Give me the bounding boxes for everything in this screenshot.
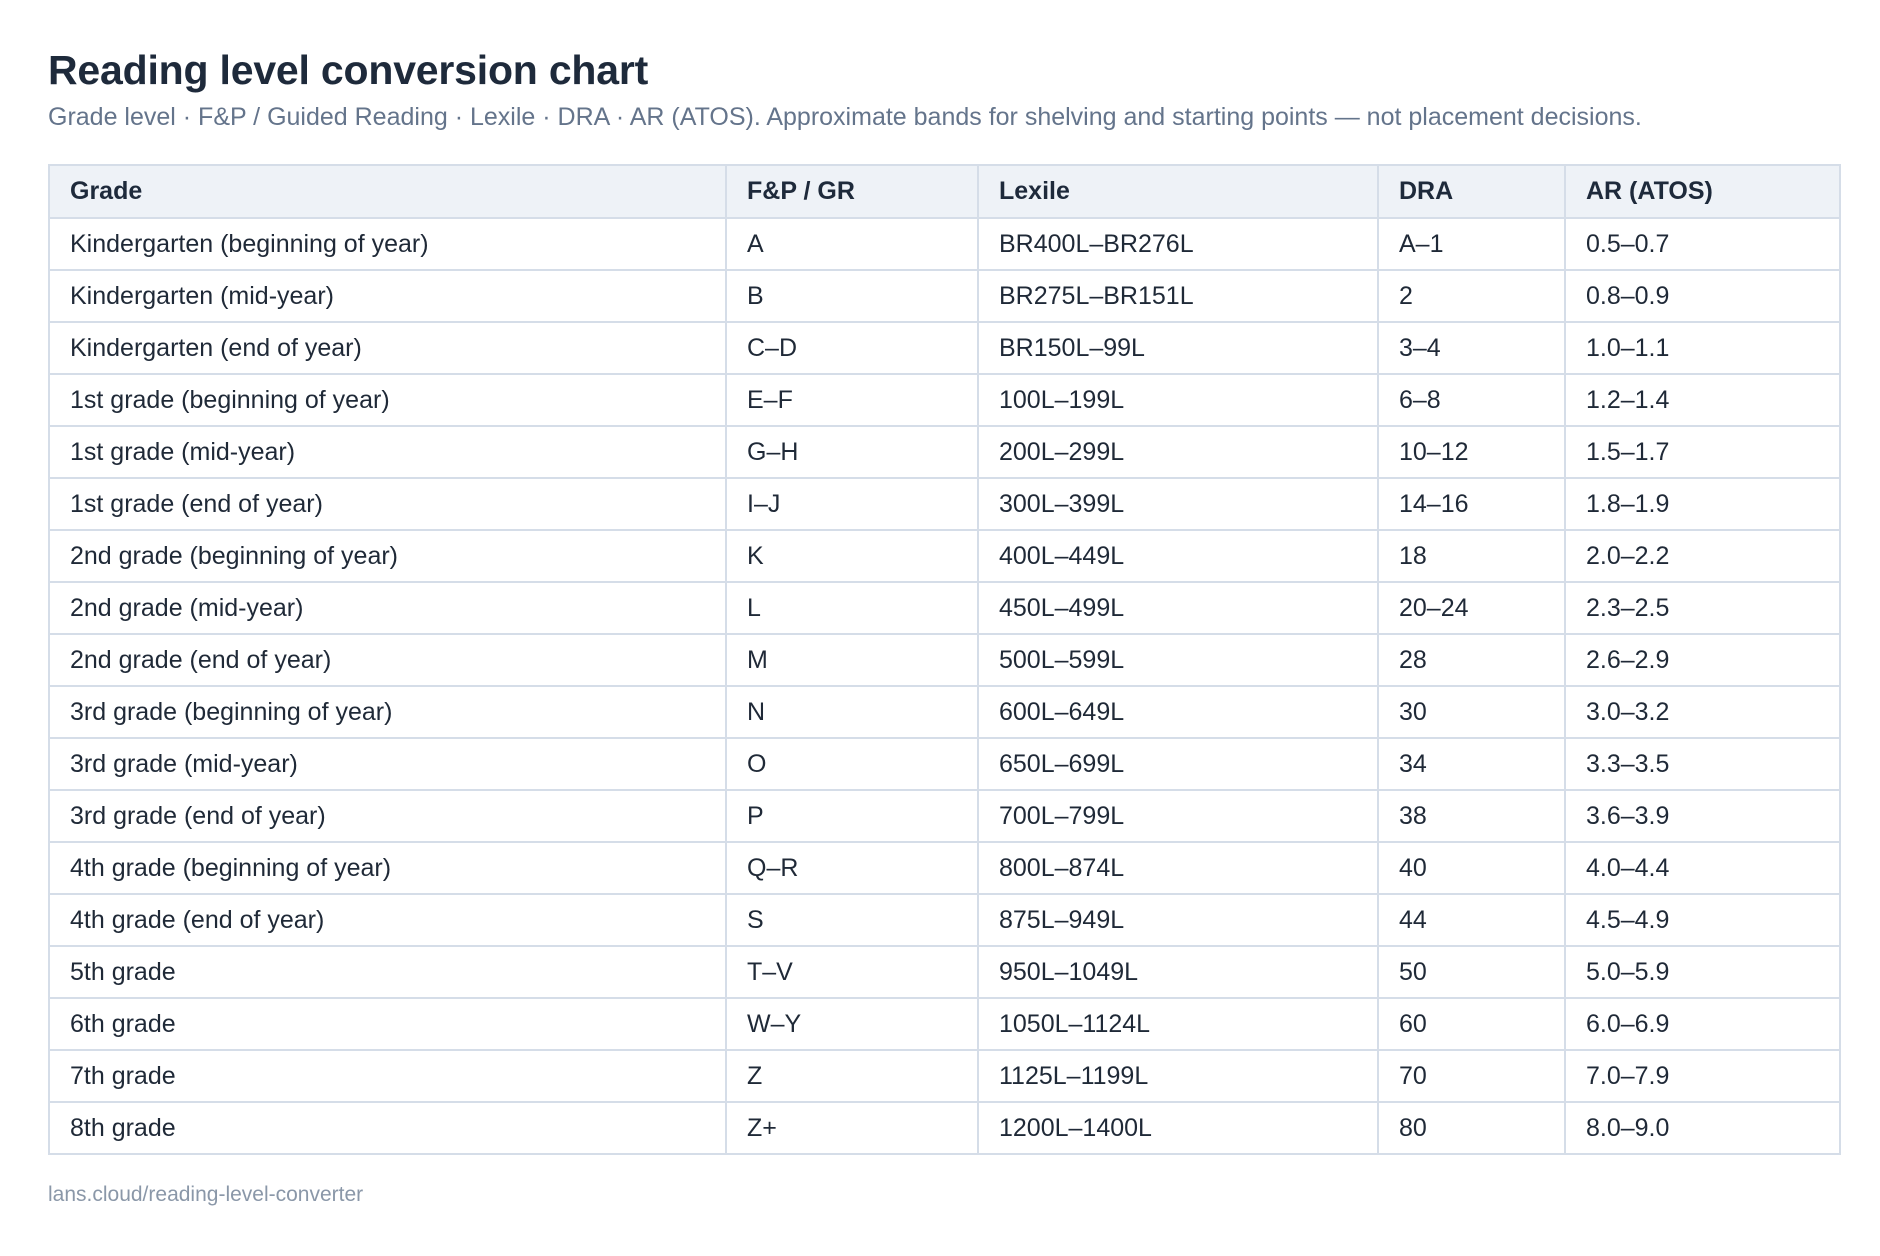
table-row	[49, 582, 1840, 634]
cell-fp-gr: P	[726, 790, 978, 842]
cell-ar-atos: 1.8–1.9	[1565, 478, 1840, 530]
cell-ar-atos: 1.5–1.7	[1565, 426, 1840, 478]
cell-fp-gr: O	[726, 738, 978, 790]
cell-dra: 40	[1378, 842, 1565, 894]
cell-grade: 3rd grade (mid-year)	[49, 738, 726, 790]
table-row	[49, 946, 1840, 998]
cell-ar-atos: 3.6–3.9	[1565, 790, 1840, 842]
cell-dra: 14–16	[1378, 478, 1565, 530]
cell-fp-gr: S	[726, 894, 978, 946]
cell-ar-atos: 7.0–7.9	[1565, 1050, 1840, 1102]
table-row	[49, 374, 1840, 426]
cell-grade: 1st grade (mid-year)	[49, 426, 726, 478]
cell-fp-gr: I–J	[726, 478, 978, 530]
cell-grade: 4th grade (end of year)	[49, 894, 726, 946]
header-lexile: Lexile	[978, 165, 1378, 218]
page-subtitle: Grade level · F&P / Guided Reading · Lexile · DRA · AR (ATOS). Approximate bands for shelving and starting points — not placement decisions.	[48, 103, 1642, 131]
cell-fp-gr: Z+	[726, 1102, 978, 1154]
cell-dra: 20–24	[1378, 582, 1565, 634]
table-header-row	[49, 165, 1840, 218]
cell-fp-gr: Q–R	[726, 842, 978, 894]
cell-dra: 44	[1378, 894, 1565, 946]
cell-lexile: 450L–499L	[978, 582, 1378, 634]
cell-dra: 28	[1378, 634, 1565, 686]
cell-grade: Kindergarten (end of year)	[49, 322, 726, 374]
footer-url: lans.cloud/reading-level-converter	[48, 1183, 364, 1206]
cell-fp-gr: C–D	[726, 322, 978, 374]
cell-fp-gr: E–F	[726, 374, 978, 426]
table-row	[49, 998, 1840, 1050]
table-row	[49, 1050, 1840, 1102]
cell-lexile: 1125L–1199L	[978, 1050, 1378, 1102]
cell-dra: 6–8	[1378, 374, 1565, 426]
cell-ar-atos: 0.8–0.9	[1565, 270, 1840, 322]
cell-dra: 70	[1378, 1050, 1565, 1102]
cell-ar-atos: 8.0–9.0	[1565, 1102, 1840, 1154]
cell-grade: 7th grade	[49, 1050, 726, 1102]
table-row	[49, 790, 1840, 842]
cell-grade: Kindergarten (beginning of year)	[49, 218, 726, 270]
cell-lexile: BR150L–99L	[978, 322, 1378, 374]
cell-dra: 38	[1378, 790, 1565, 842]
cell-ar-atos: 6.0–6.9	[1565, 998, 1840, 1050]
cell-grade: 8th grade	[49, 1102, 726, 1154]
cell-fp-gr: Z	[726, 1050, 978, 1102]
table-body	[49, 218, 1840, 1154]
cell-lexile: 100L–199L	[978, 374, 1378, 426]
cell-grade: 6th grade	[49, 998, 726, 1050]
cell-grade: 4th grade (beginning of year)	[49, 842, 726, 894]
table-row	[49, 270, 1840, 322]
cell-ar-atos: 2.6–2.9	[1565, 634, 1840, 686]
cell-ar-atos: 1.2–1.4	[1565, 374, 1840, 426]
cell-dra: 10–12	[1378, 426, 1565, 478]
cell-dra: A–1	[1378, 218, 1565, 270]
header-ar-atos: AR (ATOS)	[1565, 165, 1840, 218]
cell-grade: 1st grade (beginning of year)	[49, 374, 726, 426]
cell-lexile: BR400L–BR276L	[978, 218, 1378, 270]
cell-grade: 2nd grade (beginning of year)	[49, 530, 726, 582]
cell-grade: 3rd grade (beginning of year)	[49, 686, 726, 738]
table-row	[49, 218, 1840, 270]
cell-fp-gr: K	[726, 530, 978, 582]
cell-ar-atos: 3.0–3.2	[1565, 686, 1840, 738]
cell-lexile: 500L–599L	[978, 634, 1378, 686]
cell-fp-gr: T–V	[726, 946, 978, 998]
cell-dra: 60	[1378, 998, 1565, 1050]
conversion-table	[48, 164, 1841, 1155]
cell-lexile: 400L–449L	[978, 530, 1378, 582]
cell-grade: 3rd grade (end of year)	[49, 790, 726, 842]
cell-dra: 80	[1378, 1102, 1565, 1154]
cell-ar-atos: 5.0–5.9	[1565, 946, 1840, 998]
header-dra: DRA	[1378, 165, 1565, 218]
cell-dra: 18	[1378, 530, 1565, 582]
cell-ar-atos: 2.0–2.2	[1565, 530, 1840, 582]
cell-ar-atos: 2.3–2.5	[1565, 582, 1840, 634]
cell-dra: 30	[1378, 686, 1565, 738]
cell-fp-gr: W–Y	[726, 998, 978, 1050]
table-row	[49, 842, 1840, 894]
cell-ar-atos: 4.5–4.9	[1565, 894, 1840, 946]
cell-fp-gr: M	[726, 634, 978, 686]
page-title: Reading level conversion chart	[48, 47, 649, 93]
cell-grade: 1st grade (end of year)	[49, 478, 726, 530]
cell-ar-atos: 1.0–1.1	[1565, 322, 1840, 374]
cell-lexile: 1200L–1400L	[978, 1102, 1378, 1154]
table-row	[49, 686, 1840, 738]
table-row	[49, 478, 1840, 530]
cell-lexile: 600L–649L	[978, 686, 1378, 738]
cell-grade: Kindergarten (mid-year)	[49, 270, 726, 322]
cell-fp-gr: G–H	[726, 426, 978, 478]
cell-lexile: 200L–299L	[978, 426, 1378, 478]
cell-grade: 5th grade	[49, 946, 726, 998]
cell-ar-atos: 3.3–3.5	[1565, 738, 1840, 790]
cell-grade: 2nd grade (mid-year)	[49, 582, 726, 634]
table-row	[49, 894, 1840, 946]
cell-dra: 34	[1378, 738, 1565, 790]
table-row	[49, 530, 1840, 582]
cell-dra: 3–4	[1378, 322, 1565, 374]
cell-lexile: 1050L–1124L	[978, 998, 1378, 1050]
cell-lexile: 800L–874L	[978, 842, 1378, 894]
cell-dra: 50	[1378, 946, 1565, 998]
cell-lexile: 700L–799L	[978, 790, 1378, 842]
cell-lexile: 650L–699L	[978, 738, 1378, 790]
table-row	[49, 738, 1840, 790]
cell-fp-gr: L	[726, 582, 978, 634]
table-row	[49, 1102, 1840, 1154]
cell-dra: 2	[1378, 270, 1565, 322]
cell-fp-gr: B	[726, 270, 978, 322]
cell-lexile: 950L–1049L	[978, 946, 1378, 998]
cell-lexile: BR275L–BR151L	[978, 270, 1378, 322]
table-row	[49, 634, 1840, 686]
header-grade: Grade	[49, 165, 726, 218]
table-row	[49, 322, 1840, 374]
cell-ar-atos: 0.5–0.7	[1565, 218, 1840, 270]
cell-ar-atos: 4.0–4.4	[1565, 842, 1840, 894]
header-fp-gr: F&P / GR	[726, 165, 978, 218]
cell-fp-gr: A	[726, 218, 978, 270]
cell-grade: 2nd grade (end of year)	[49, 634, 726, 686]
cell-lexile: 300L–399L	[978, 478, 1378, 530]
cell-fp-gr: N	[726, 686, 978, 738]
table-row	[49, 426, 1840, 478]
cell-lexile: 875L–949L	[978, 894, 1378, 946]
